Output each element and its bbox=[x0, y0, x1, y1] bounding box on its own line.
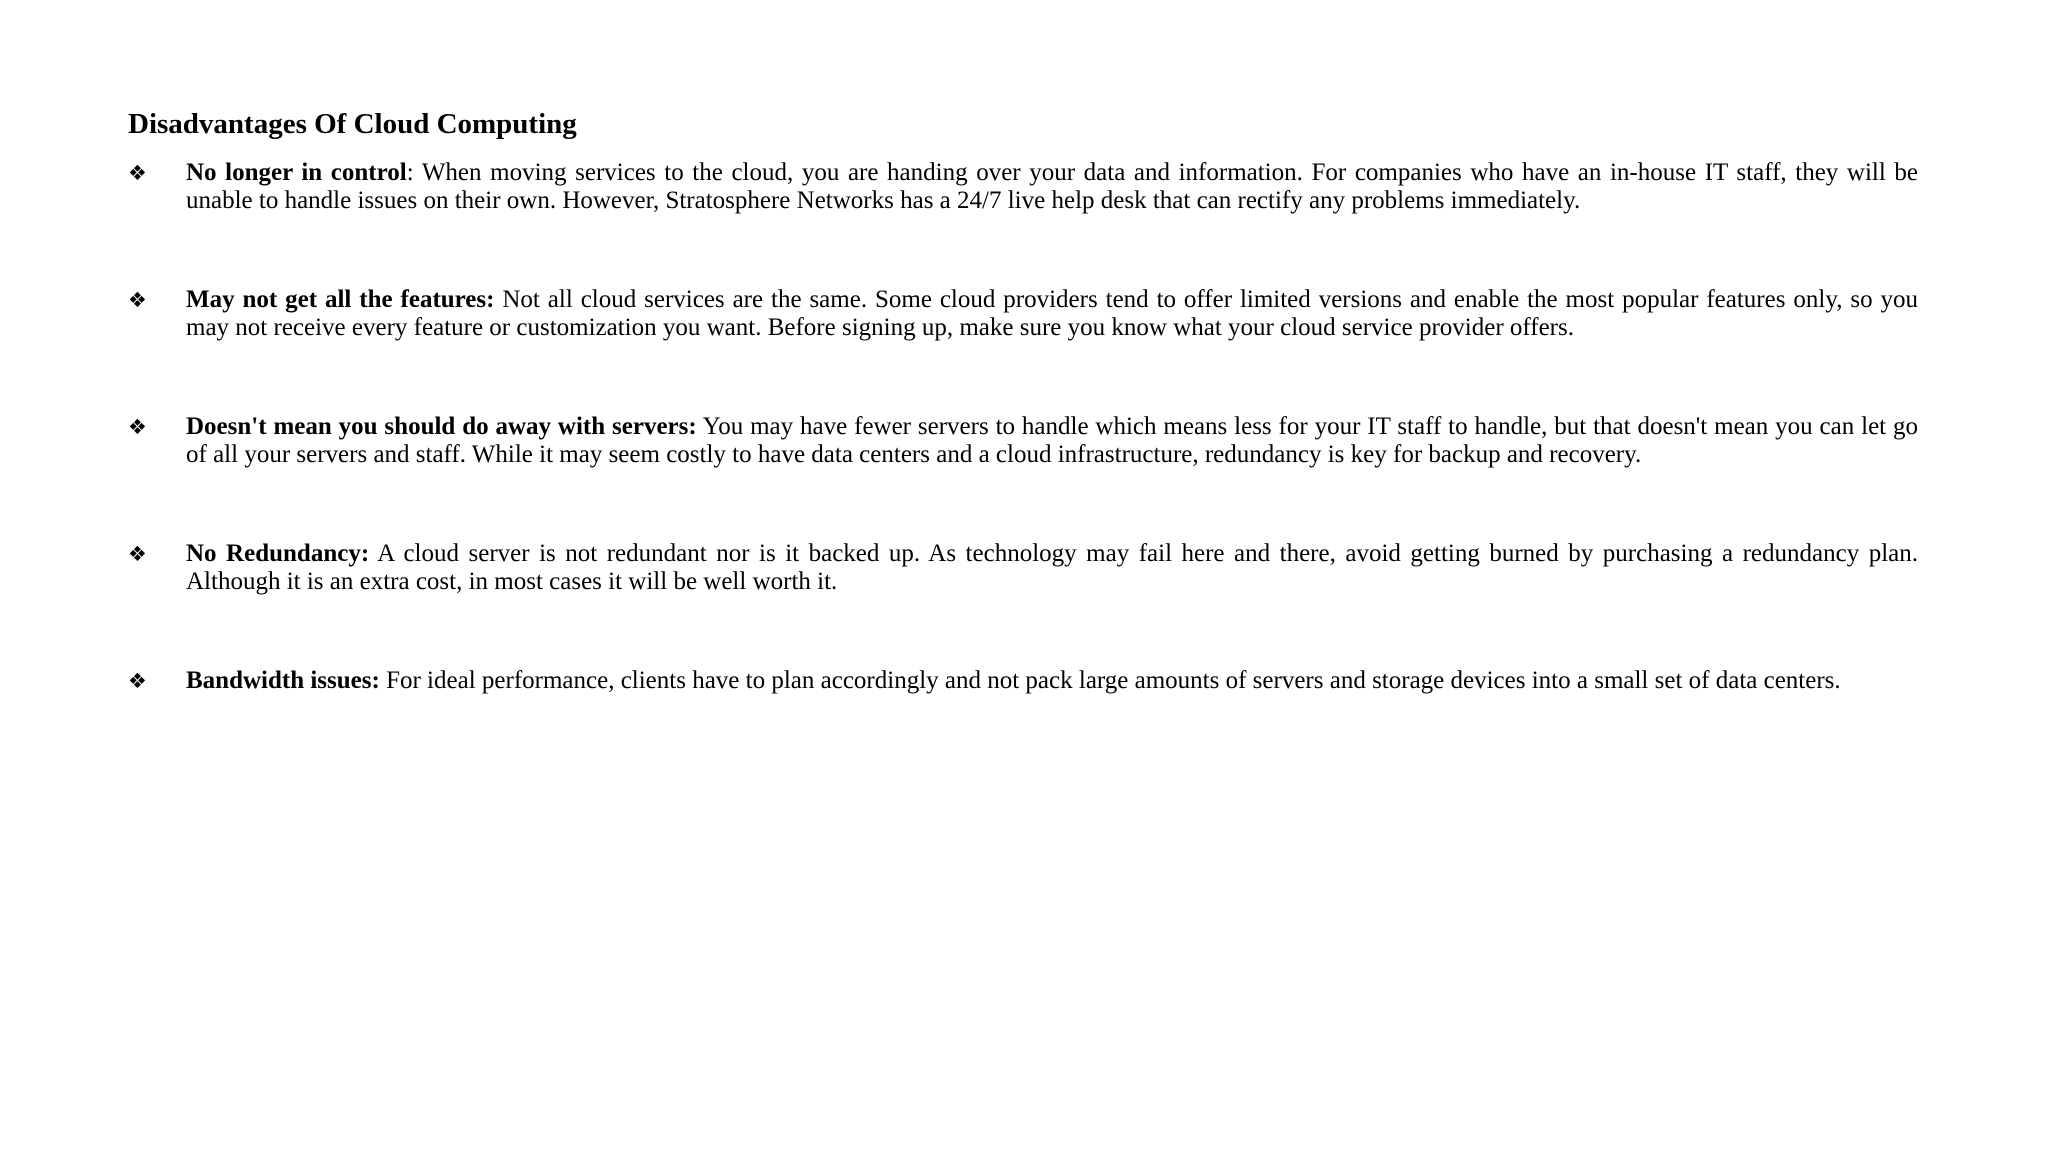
bullet-text bbox=[186, 540, 1918, 596]
list-item-bandwidth bbox=[128, 667, 1918, 794]
bullet-body: For ideal performance, clients have to plan accordingly and not pack large amounts of servers and storage devices into a small set of data centers. bbox=[379, 667, 1841, 694]
bullet-lead: Bandwidth issues: bbox=[186, 667, 380, 694]
diamond-bullet-icon: ❖ bbox=[128, 669, 147, 693]
list-item-no-longer-in-control bbox=[128, 159, 1918, 286]
bullet-text bbox=[186, 413, 1918, 469]
diamond-bullet-icon: ❖ bbox=[128, 415, 147, 439]
bullet-body: : When moving services to the cloud, you are handing over your data and information. For companies who have an in-house IT staff, they will be unable to handle issues on their own. However, Stratosphere Networks has a 24/7 live help desk that can rectify any problems immediately. bbox=[186, 159, 1918, 214]
bullet-text bbox=[186, 286, 1918, 342]
diamond-bullet-icon: ❖ bbox=[128, 161, 147, 185]
diamond-bullet-icon: ❖ bbox=[128, 542, 147, 566]
diamond-bullet-icon: ❖ bbox=[128, 288, 147, 312]
bullet-body: A cloud server is not redundant nor is it backed up. As technology may fail here and there, avoid getting burned by purchasing a redundancy plan. Although it is an extra cost, in most cases it will be well worth it. bbox=[186, 540, 1918, 595]
bullet-lead: Doesn't mean you should do away with servers: bbox=[186, 413, 697, 440]
bullet-text bbox=[186, 667, 1918, 695]
bullet-lead: No longer in control bbox=[186, 159, 407, 186]
bullet-body: You may have fewer servers to handle which means less for your IT staff to handle, but that doesn't mean you can let go of all your servers and staff. While it may seem costly to have data centers and a cloud infrastructure, redundancy is key for backup and recovery. bbox=[186, 413, 1918, 468]
list-item-servers bbox=[128, 413, 1918, 540]
bullet-body: Not all cloud services are the same. Some cloud providers tend to offer limited versions and enable the most popular features only, so you may not receive every feature or customization you want. Before signing up, make sure you know what your cloud service provider offers. bbox=[186, 286, 1918, 341]
list-item-features bbox=[128, 286, 1918, 413]
bullet-text bbox=[186, 159, 1918, 215]
bullet-list bbox=[128, 159, 1918, 794]
list-item-redundancy bbox=[128, 540, 1918, 667]
bullet-lead: No Redundancy: bbox=[186, 540, 370, 567]
document-page bbox=[128, 0, 1918, 1152]
bullet-lead: May not get all the features: bbox=[186, 286, 495, 313]
page-title: Disadvantages Of Cloud Computing bbox=[128, 108, 577, 140]
